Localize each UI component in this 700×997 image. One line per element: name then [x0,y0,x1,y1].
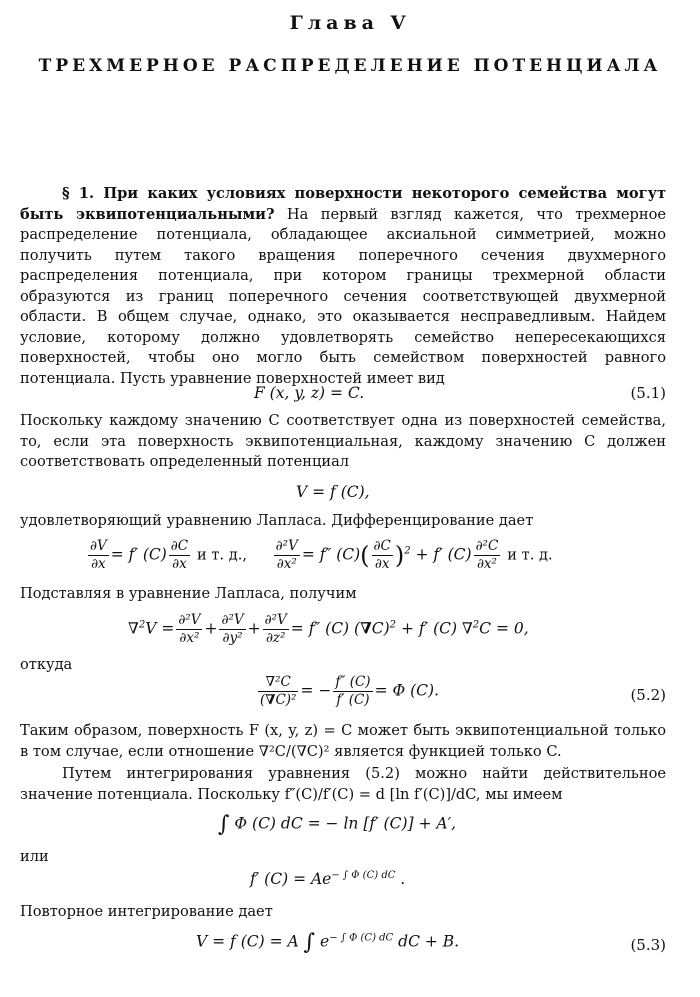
paragraph-5: откуда [20,656,73,673]
chapter-heading: Глава V [289,12,411,34]
etc-1: и т. д., [197,546,248,564]
paragraph-1 [20,184,666,389]
equation-number: (5.3) [630,936,666,954]
section-lead: § 1. При каких условиях поверхности некоторого семейства могут быть эквипотенциальными? [20,185,666,223]
paragraph-8: или [20,848,49,865]
paragraph-1-text: На первый взгляд кажется, что трехмерное распределение потенциала, обладающее аксиальной симметрией, можно получить путем такого вращения поперечного сечения двухмерного распределения потенциала, при котором границы трехмерной области образуются из границ поперечного сечения соответствующей двухмерной области. В общем случае, однако, это оказывается несправедливым. Найдем условие, которому должно удовлетворять семейство непересекающихся поверхностей, чтобы оно могло быть семейством поверхностей равного потенциала. Пусть уравнение поверхностей имеет вид [20,205,666,387]
chapter-title: ТРЕХМЕРНОЕ РАСПРЕДЕЛЕНИЕ ПОТЕНЦИАЛА [38,56,662,76]
page: Глава V ТРЕХМЕРНОЕ РАСПРЕДЕЛЕНИЕ ПОТЕНЦИАЛА § 1. При каких условиях поверхности некоторого семейства могут быть эквипотенциальными? На первый взгляд кажется, что трехмерное распределение потенциала, обладающее аксиальной симметрией, можно получить путем такого вращения поперечного сечения двухмерного распределения потенциала, при котором границы трехмерной области образуются из границ поперечного сечения соответствующей двухмерной области. В общем случае, однако, это оказывается несправедливым. Найдем условие, которому должно удовлетворять семейство непересекающихся поверхностей, чтобы оно могло быть семейством поверхностей равного потенциала. Пусть уравнение поверхностей имеет вид F (x, y, z) = C. (5.1) Поскольку каждому значению C соответствует одна из поверхностей семейства, то, если эта поверхность эквипотенциальная, каждому значению C должен соответствовать определенный потенциал V = f (C), удовлетворяющий уравнению Лапласа. Дифференцирование дает $\frac{\partial V}{\partial x}$ = f′ (C) $\frac{\partial C}{\partial x}$ и т. д., $\frac{\text{∂²V}}{\text{∂x²}}$ = f″ (C)( $\frac{\partial C}{\partial x}$ )$^2$ + f′ (C) $\frac{\text{∂²C}}{\text{∂x²}}$ и т. д. Подставляя в уравнение Лапласа, получим ∇$^2$V = $\frac{\text{∂²V}}{\text{∂x²}}$ + $\frac{\text{∂²V}}{\text{∂y²}}$ + $\frac{\text{∂²V}}{\text{∂z²}}$ = f″ (C) $(\nabla C)^2 + f'$ (C) ∇$^2$C = 0, откуда $\frac{\text{∇²C}}{\text{(∇C)²}}$ = − $\frac{f'' (C)}{f' (C)}$ = Φ (C). (5.2) Таким образом, поверхность F (x, y, z) = C может быть эквипотенциальной только в том случае, если отношение ∇²C/(∇C)² является функцией только C. Путем интегрирования уравнения (5.2) можно найти действительное значение потенциала. Поскольку f″(C)/f′(C) = d [ln f′(C)]/dC, мы имеем ∫ Φ (C) dC = − ln [f′ (C)] + A′, или f′ $(C) = Ae^{- \int \Phi (C) dC}$ . Повторное интегрирование дает V = f (C) = A ∫ $e^{- \int \Phi (C) dC}$ dC + B. (5.3) [0,0,700,997]
equation-number: (5.1) [630,384,666,402]
paragraph-7: Путем интегрирования уравнения (5.2) можно найти действительное значение потенциала. Поскольку f″(C)/f′(C) = d [ln f′(C)]/dC, мы имеем [20,765,666,803]
etc-2: и т. д. [507,546,553,564]
paragraph-9: Повторное интегрирование дает [20,903,273,920]
paragraph-4: Подставляя в уравнение Лапласа, получим [20,585,357,602]
paragraph-6: Таким образом, поверхность F (x, y, z) = C может быть эквипотенциальной только в том случае, если отношение ∇²C/(∇C)² является функцией только C. [20,722,666,760]
equation-number: (5.2) [630,686,666,704]
paragraph-2: Поскольку каждому значению C соответствует одна из поверхностей семейства, то, если эта поверхность эквипотенциальная, каждому значению C должен соответствовать определенный потенциал [20,412,666,470]
paragraph-3: удовлетворяющий уравнению Лапласа. Дифференцирование дает [20,512,534,529]
